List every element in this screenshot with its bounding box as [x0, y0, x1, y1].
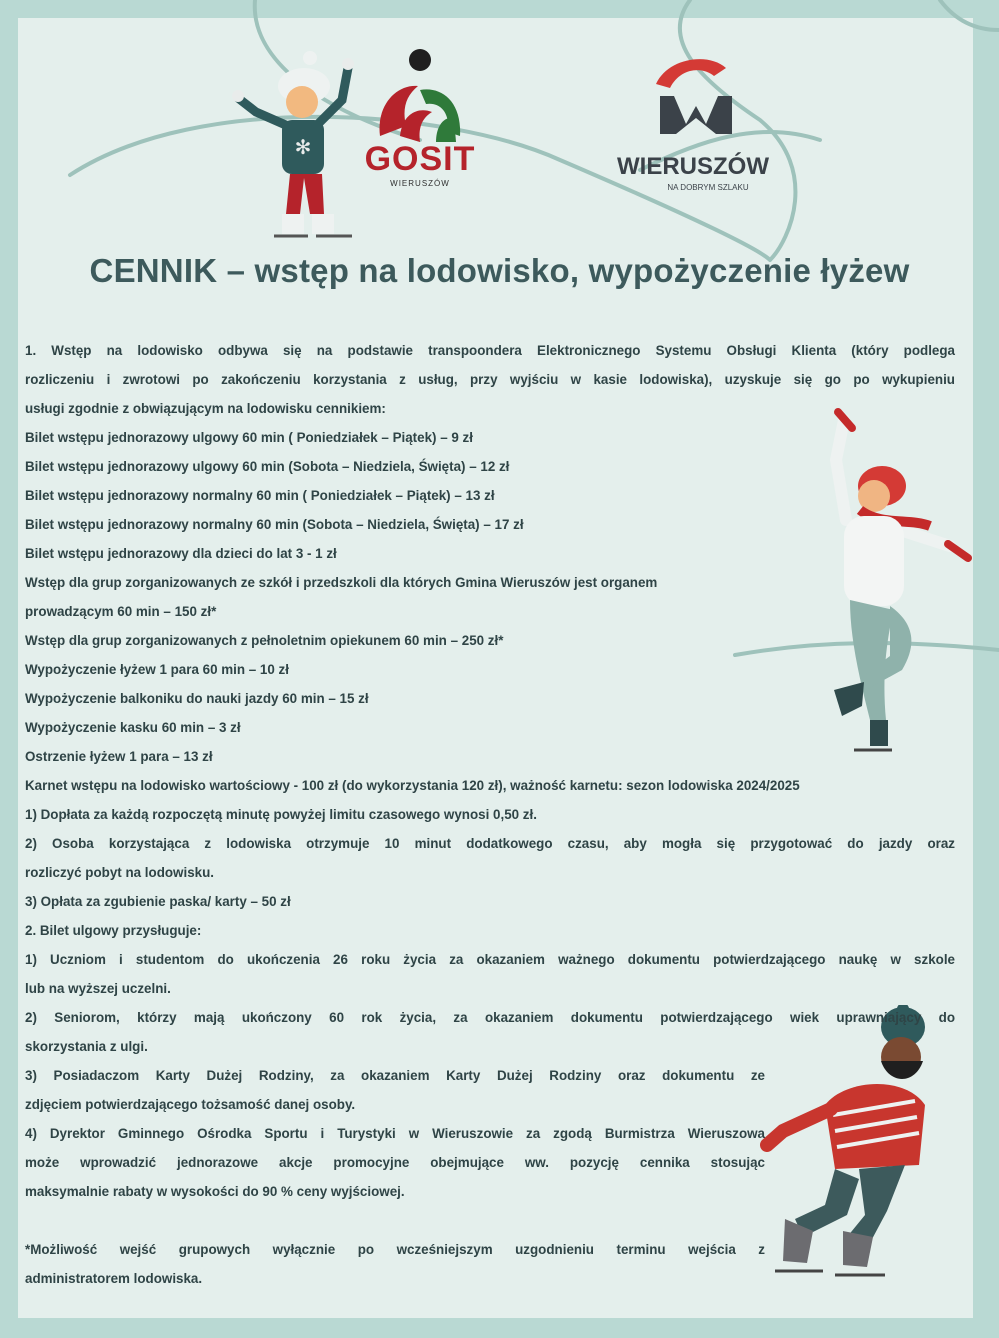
text-line: usługi zgodnie z obwiązującym na lodowisku cennikiem:: [25, 401, 386, 416]
text-line: zdjęciem potwierdzającego tożsamość danej osoby.: [25, 1097, 356, 1112]
text-line: 3) Posiadaczom Karty Dużej Rodziny, za okazaniem Karty Dużej Rodziny oraz dokumentu ze: [25, 1068, 765, 1083]
text-line: lub na wyższej uczelni.: [25, 981, 171, 996]
gosit-logo-sub: WIERUSZÓW: [390, 179, 450, 188]
text-line: Bilet wstępu jednorazowy ulgowy 60 min ( Poniedziałek – Piątek) – 9 zł: [25, 430, 473, 445]
child-skater-illustration: [230, 50, 360, 250]
text-line: Wstęp dla grup zorganizowanych ze szkół i przedszkoli dla których Gmina Wieruszów jest organem: [25, 575, 658, 590]
text-line: 1) Dopłata za każdą rozpoczętą minutę powyżej limitu czasowego wynosi 0,50 zł.: [25, 807, 537, 822]
text-line: Bilet wstępu jednorazowy dla dzieci do lat 3 - 1 zł: [25, 546, 337, 561]
text-line: 1. Wstęp na lodowisko odbywa się na podstawie transpoondera Elektronicznego Systemu Obsługi Klienta (który podlega: [25, 343, 955, 358]
text-line: Bilet wstępu jednorazowy normalny 60 min (Sobota – Niedziela, Święta) – 17 zł: [25, 517, 524, 532]
page-title: CENNIK – wstęp na lodowisko, wypożyczenie łyżew: [89, 252, 910, 289]
text-line: administratorem lodowiska.: [25, 1271, 203, 1286]
spacer-line: [25, 1206, 955, 1235]
text-line: Wypożyczenie balkoniku do nauki jazdy 60 min – 15 zł: [25, 691, 369, 706]
wieruszow-logo-text: WIERUSZÓW: [617, 153, 769, 180]
text-line: rozliczyć pobyt na lodowisku.: [25, 865, 214, 880]
price-list: [25, 336, 955, 1293]
text-line: *Możliwość wejść grupowych wyłącznie po wcześniejszym uzgodnieniu terminu wejścia z: [25, 1242, 765, 1257]
text-line: Wstęp dla grup zorganizowanych z pełnoletnim opiekunem 60 min – 250 zł*: [25, 633, 504, 648]
gosit-logo-text: GOSIT: [364, 140, 476, 178]
text-line: Wypożyczenie łyżew 1 para 60 min – 10 zł: [25, 662, 289, 677]
gosit-logo: [336, 46, 504, 196]
text-line: prowadzącym 60 min – 150 zł*: [25, 604, 217, 619]
text-line: 4) Dyrektor Gminnego Ośrodka Sportu i Turystyki w Wieruszowie za zgodą Burmistrza Wieruszowa: [25, 1126, 765, 1141]
text-line: 2) Osoba korzystająca z lodowiska otrzymuje 10 minut dodatkowego czasu, aby mogła się przygotować do jazdy oraz: [25, 836, 955, 851]
text-line: skorzystania z ulgi.: [25, 1039, 148, 1054]
text-line: rozliczeniu i zwrotowi po zakończeniu korzystania z usług, przy wyjściu w kasie lodowiska), uzyskuje się go po wykupieniu: [25, 372, 955, 387]
text-line: może wprowadzić jednorazowe akcje promocyjne obejmujące ww. pozycję cennika stosując: [25, 1155, 765, 1170]
text-line: 2) Seniorom, którzy mają ukończony 60 rok życia, za okazaniem dokumentu potwierdzającego wiek uprawniający do: [25, 1010, 955, 1025]
text-line: 1) Uczniom i studentom do ukończenia 26 roku życia za okazaniem ważnego dokumentu potwierdzającego naukę w szkole: [25, 952, 955, 967]
svg-text:✻: ✻: [294, 137, 312, 159]
text-line: 3) Opłata za zgubienie paska/ karty – 50 zł: [25, 894, 291, 909]
text-line: Karnet wstępu na lodowisko wartościowy - 100 zł (do wykorzystania 120 zł), ważność karnetu: sezon lodowiska 2024/2025: [25, 778, 800, 793]
text-line: Wypożyczenie kasku 60 min – 3 zł: [25, 720, 241, 735]
text-line: Bilet wstępu jednorazowy normalny 60 min ( Poniedziałek – Piątek) – 13 zł: [25, 488, 495, 503]
text-line: maksymalnie rabaty w wysokości do 90 % ceny wyjściowej.: [25, 1184, 405, 1199]
svg-text:GOSIT: [365, 140, 476, 178]
wieruszow-logo: [598, 44, 788, 204]
wieruszow-logo-sub: NA DOBRYM SZLAKU: [667, 183, 749, 192]
text-line: Ostrzenie łyżew 1 para – 13 zł: [25, 749, 213, 764]
text-line: 2. Bilet ulgowy przysługuje:: [25, 923, 202, 938]
text-line: Bilet wstępu jednorazowy ulgowy 60 min (Sobota – Niedziela, Święta) – 12 zł: [25, 459, 510, 474]
